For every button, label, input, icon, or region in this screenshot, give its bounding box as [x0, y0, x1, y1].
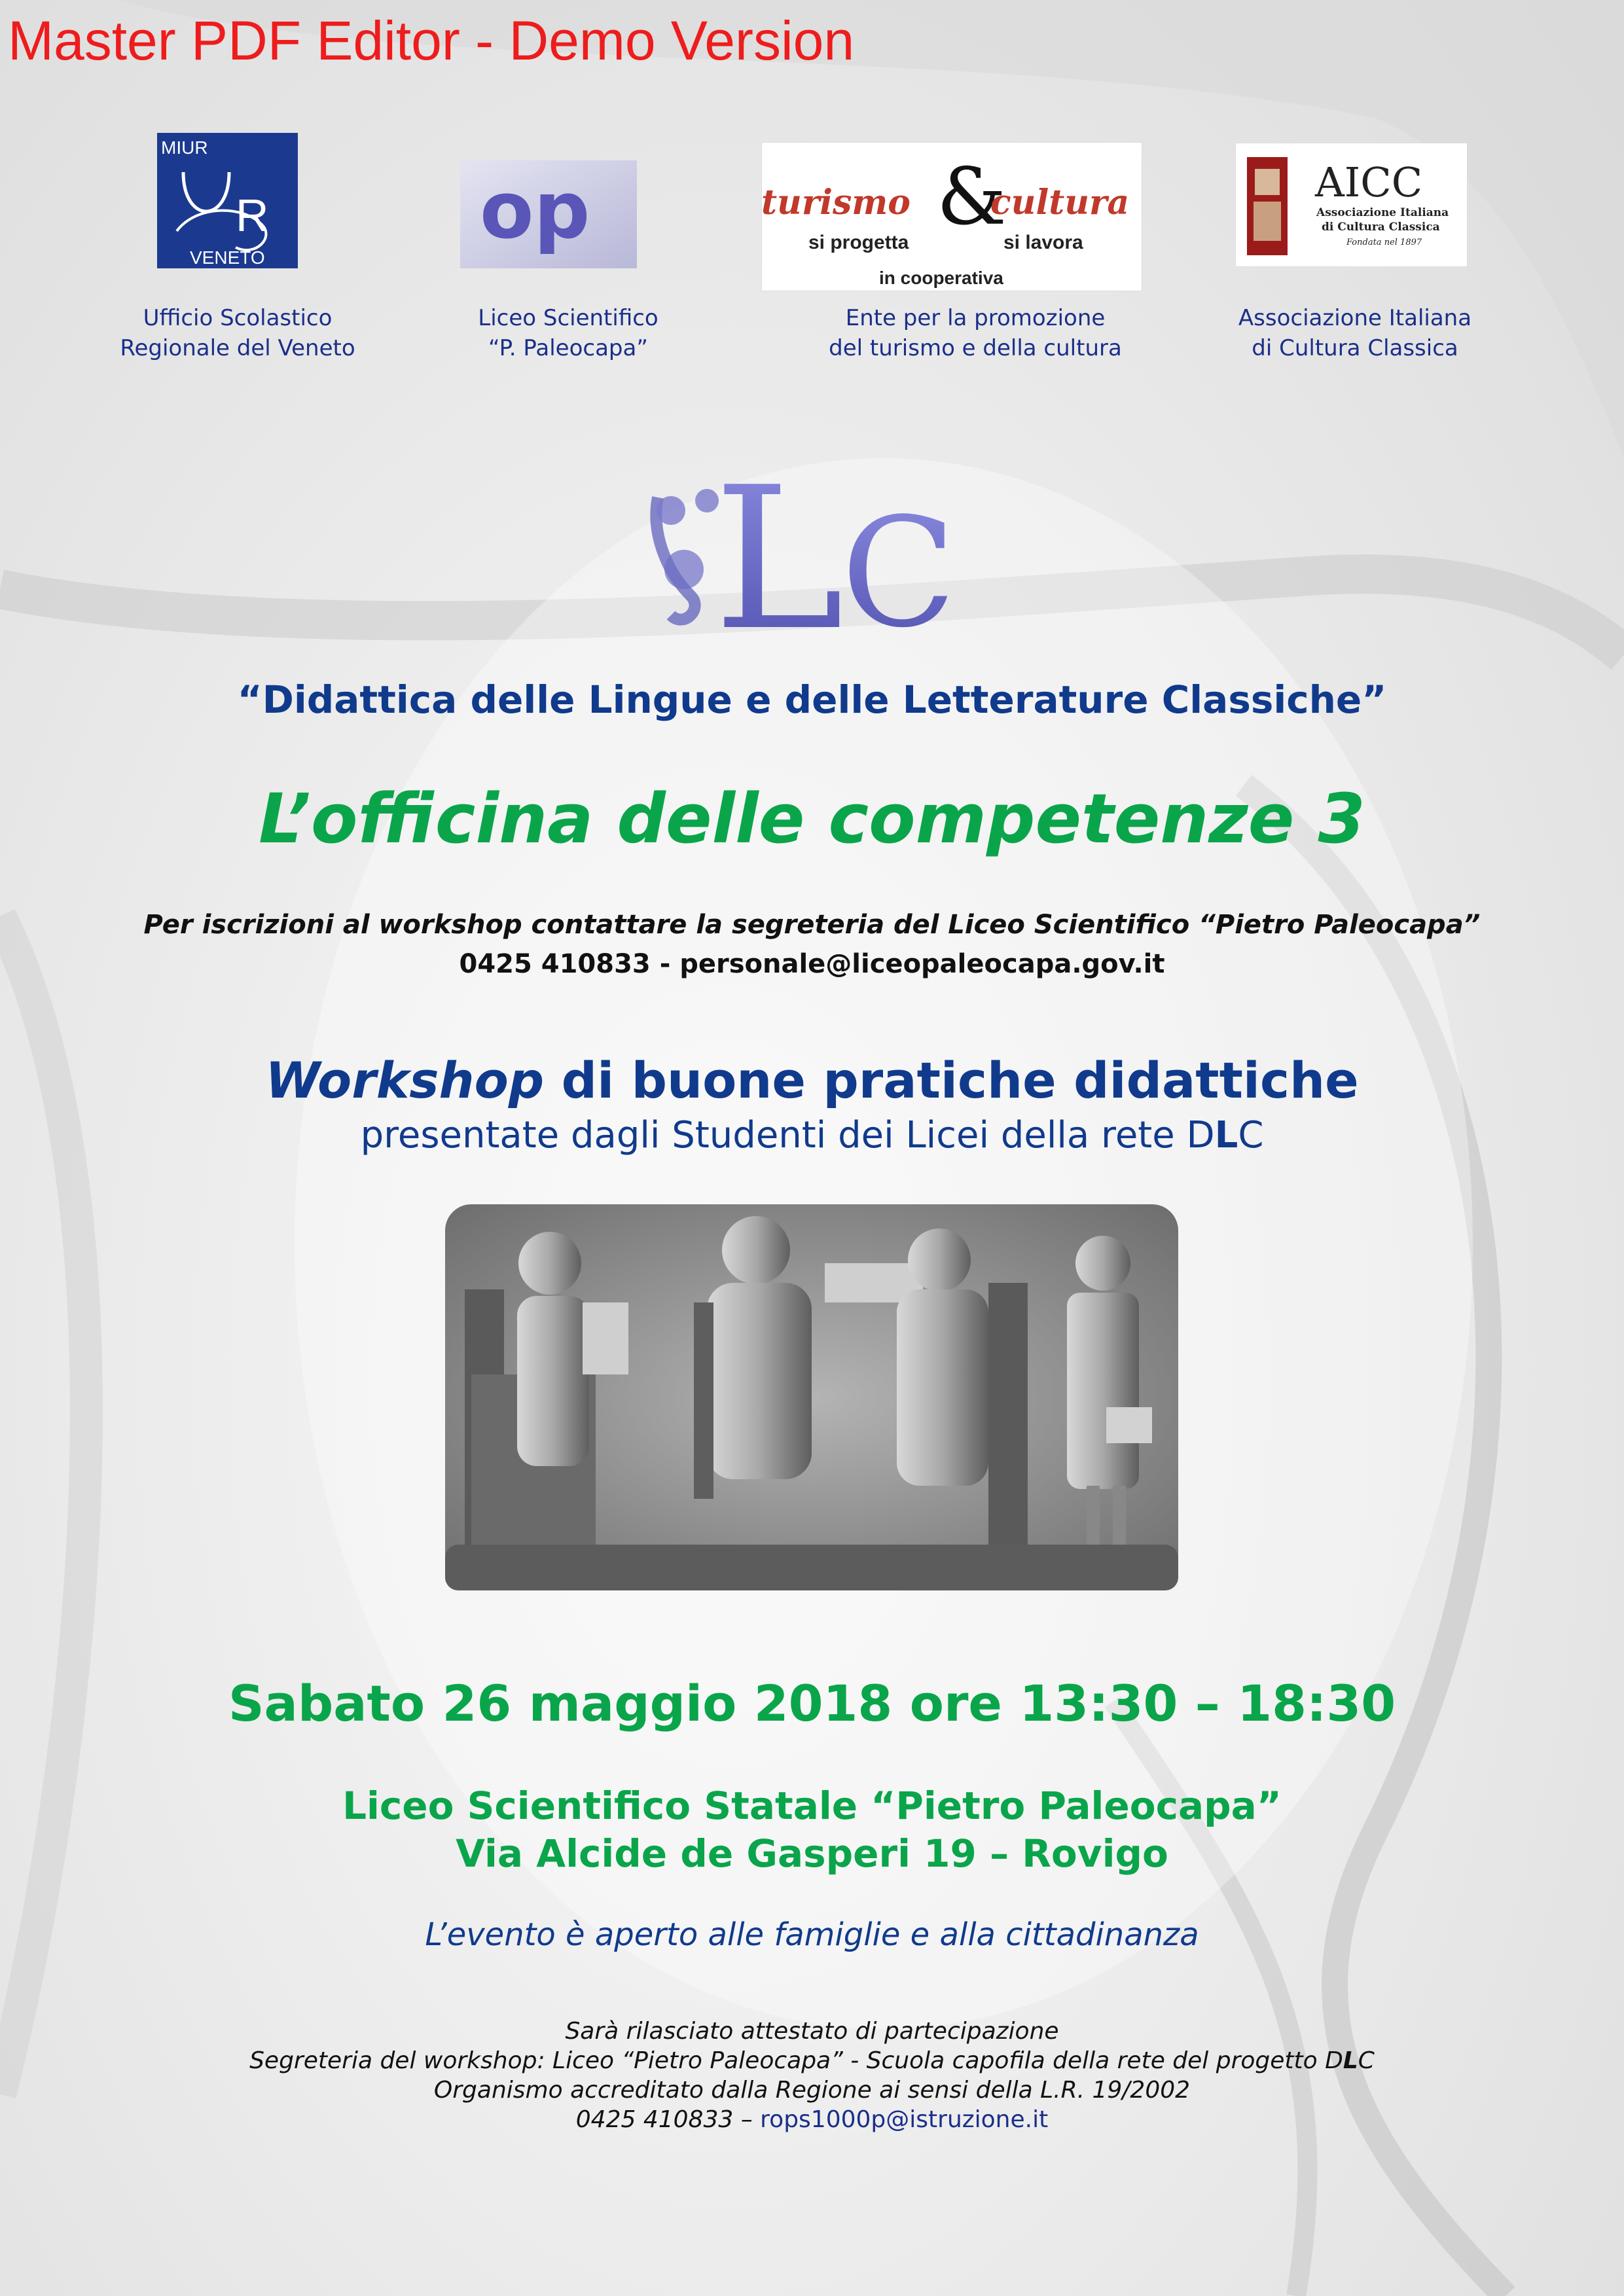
in-cooperativa-label: in cooperativa	[879, 268, 1003, 288]
veneto-label: VENETO	[190, 247, 265, 268]
aicc-logo	[1235, 143, 1468, 267]
event-title: L’officina delle competenze 3	[259, 779, 1365, 859]
workshop-title	[0, 1051, 1624, 1109]
aicc-label: AICC	[1315, 158, 1423, 206]
logo-caption-liceo	[385, 303, 751, 363]
tagline: “Didattica delle Lingue e delle Letterature Classiche”	[237, 677, 1387, 722]
op-logo	[460, 160, 637, 268]
footer-secretariat-suffix: C	[1358, 2047, 1375, 2074]
caption-line: Ente per la promozione	[845, 305, 1106, 331]
registration-note: Per iscrizioni al workshop contattare la segreteria del Liceo Scientifico “Pietro Paleocapa”	[143, 910, 1481, 940]
caption-line: Associazione Italiana	[1238, 305, 1472, 331]
aicc-sub2: di Cultura Classica	[1322, 221, 1440, 234]
svg-text:L: L	[713, 445, 844, 641]
logo-caption-turismo	[792, 303, 1159, 363]
roman-school-relief-image	[445, 1204, 1178, 1593]
cultura-label: cultura	[990, 183, 1130, 223]
workshop-subtitle-suffix: C	[1238, 1114, 1264, 1157]
svg-text:R: R	[236, 190, 269, 241]
logo-caption-usr	[54, 303, 421, 363]
si-lavora-label: si lavora	[1003, 232, 1083, 253]
workshop-subtitle-bold: L	[1214, 1114, 1238, 1157]
logo-caption-aicc	[1172, 303, 1538, 363]
footer-secretariat	[0, 2047, 1624, 2074]
caption-line: Liceo Scientifico	[478, 305, 659, 331]
workshop-subtitle	[0, 1114, 1624, 1157]
aicc-sub1: Associazione Italiana	[1316, 206, 1449, 219]
footer-phone: 0425 410833 –	[575, 2106, 761, 2133]
footer-accreditation: Organismo accreditato dalla Regione ai sensi della L.R. 19/2002	[433, 2077, 1191, 2104]
miur-usr-veneto-logo	[157, 133, 298, 268]
aicc-sub3: Fondata nel 1897	[1346, 238, 1422, 247]
svg-text:C: C	[841, 486, 956, 641]
footer-contact	[0, 2106, 1624, 2133]
caption-line: “P. Paleocapa”	[488, 335, 648, 361]
open-event-note: L’evento è aperto alle famiglie e alla cittadinanza	[425, 1916, 1199, 1953]
footer-secretariat-prefix: Segreteria del workshop: Liceo “Pietro Paleocapa” - Scuola capofila della rete del progetto D	[249, 2047, 1343, 2074]
workshop-word: Workshop	[265, 1051, 545, 1109]
op-label: op	[480, 166, 590, 257]
footer-secretariat-bold: L	[1343, 2047, 1358, 2074]
turismo-label: turismo	[761, 183, 911, 223]
workshop-subtitle-prefix: presentate dagli Studenti dei Licei della rete D	[360, 1114, 1215, 1157]
caption-line: del turismo e della cultura	[829, 335, 1122, 361]
caption-line: Regionale del Veneto	[120, 335, 355, 361]
venue-address: Via Alcide de Gasperi 19 – Rovigo	[456, 1831, 1168, 1876]
caption-line: di Cultura Classica	[1252, 335, 1458, 361]
caption-line: Ufficio Scolastico	[143, 305, 333, 331]
footer-email-link[interactable]: rops1000p@istruzione.it	[760, 2106, 1049, 2133]
turismo-cultura-logo	[761, 142, 1142, 291]
registration-contact: 0425 410833 - personale@liceopaleocapa.gov.it	[459, 949, 1165, 979]
ampersand-label: &	[937, 152, 1007, 243]
dlc-logo	[645, 439, 972, 644]
venue-name: Liceo Scientifico Statale “Pietro Paleocapa”	[342, 1784, 1282, 1828]
footer-certificate-note: Sarà rilasciato attestato di partecipazione	[565, 2018, 1059, 2045]
workshop-title-rest: di buone pratiche didattiche	[544, 1051, 1359, 1109]
si-progetta-label: si progetta	[808, 232, 909, 253]
demo-watermark: Master PDF Editor - Demo Version	[8, 10, 855, 71]
event-date-time: Sabato 26 maggio 2018 ore 13:30 – 18:30	[228, 1674, 1396, 1732]
miur-label: MIUR	[161, 137, 208, 158]
